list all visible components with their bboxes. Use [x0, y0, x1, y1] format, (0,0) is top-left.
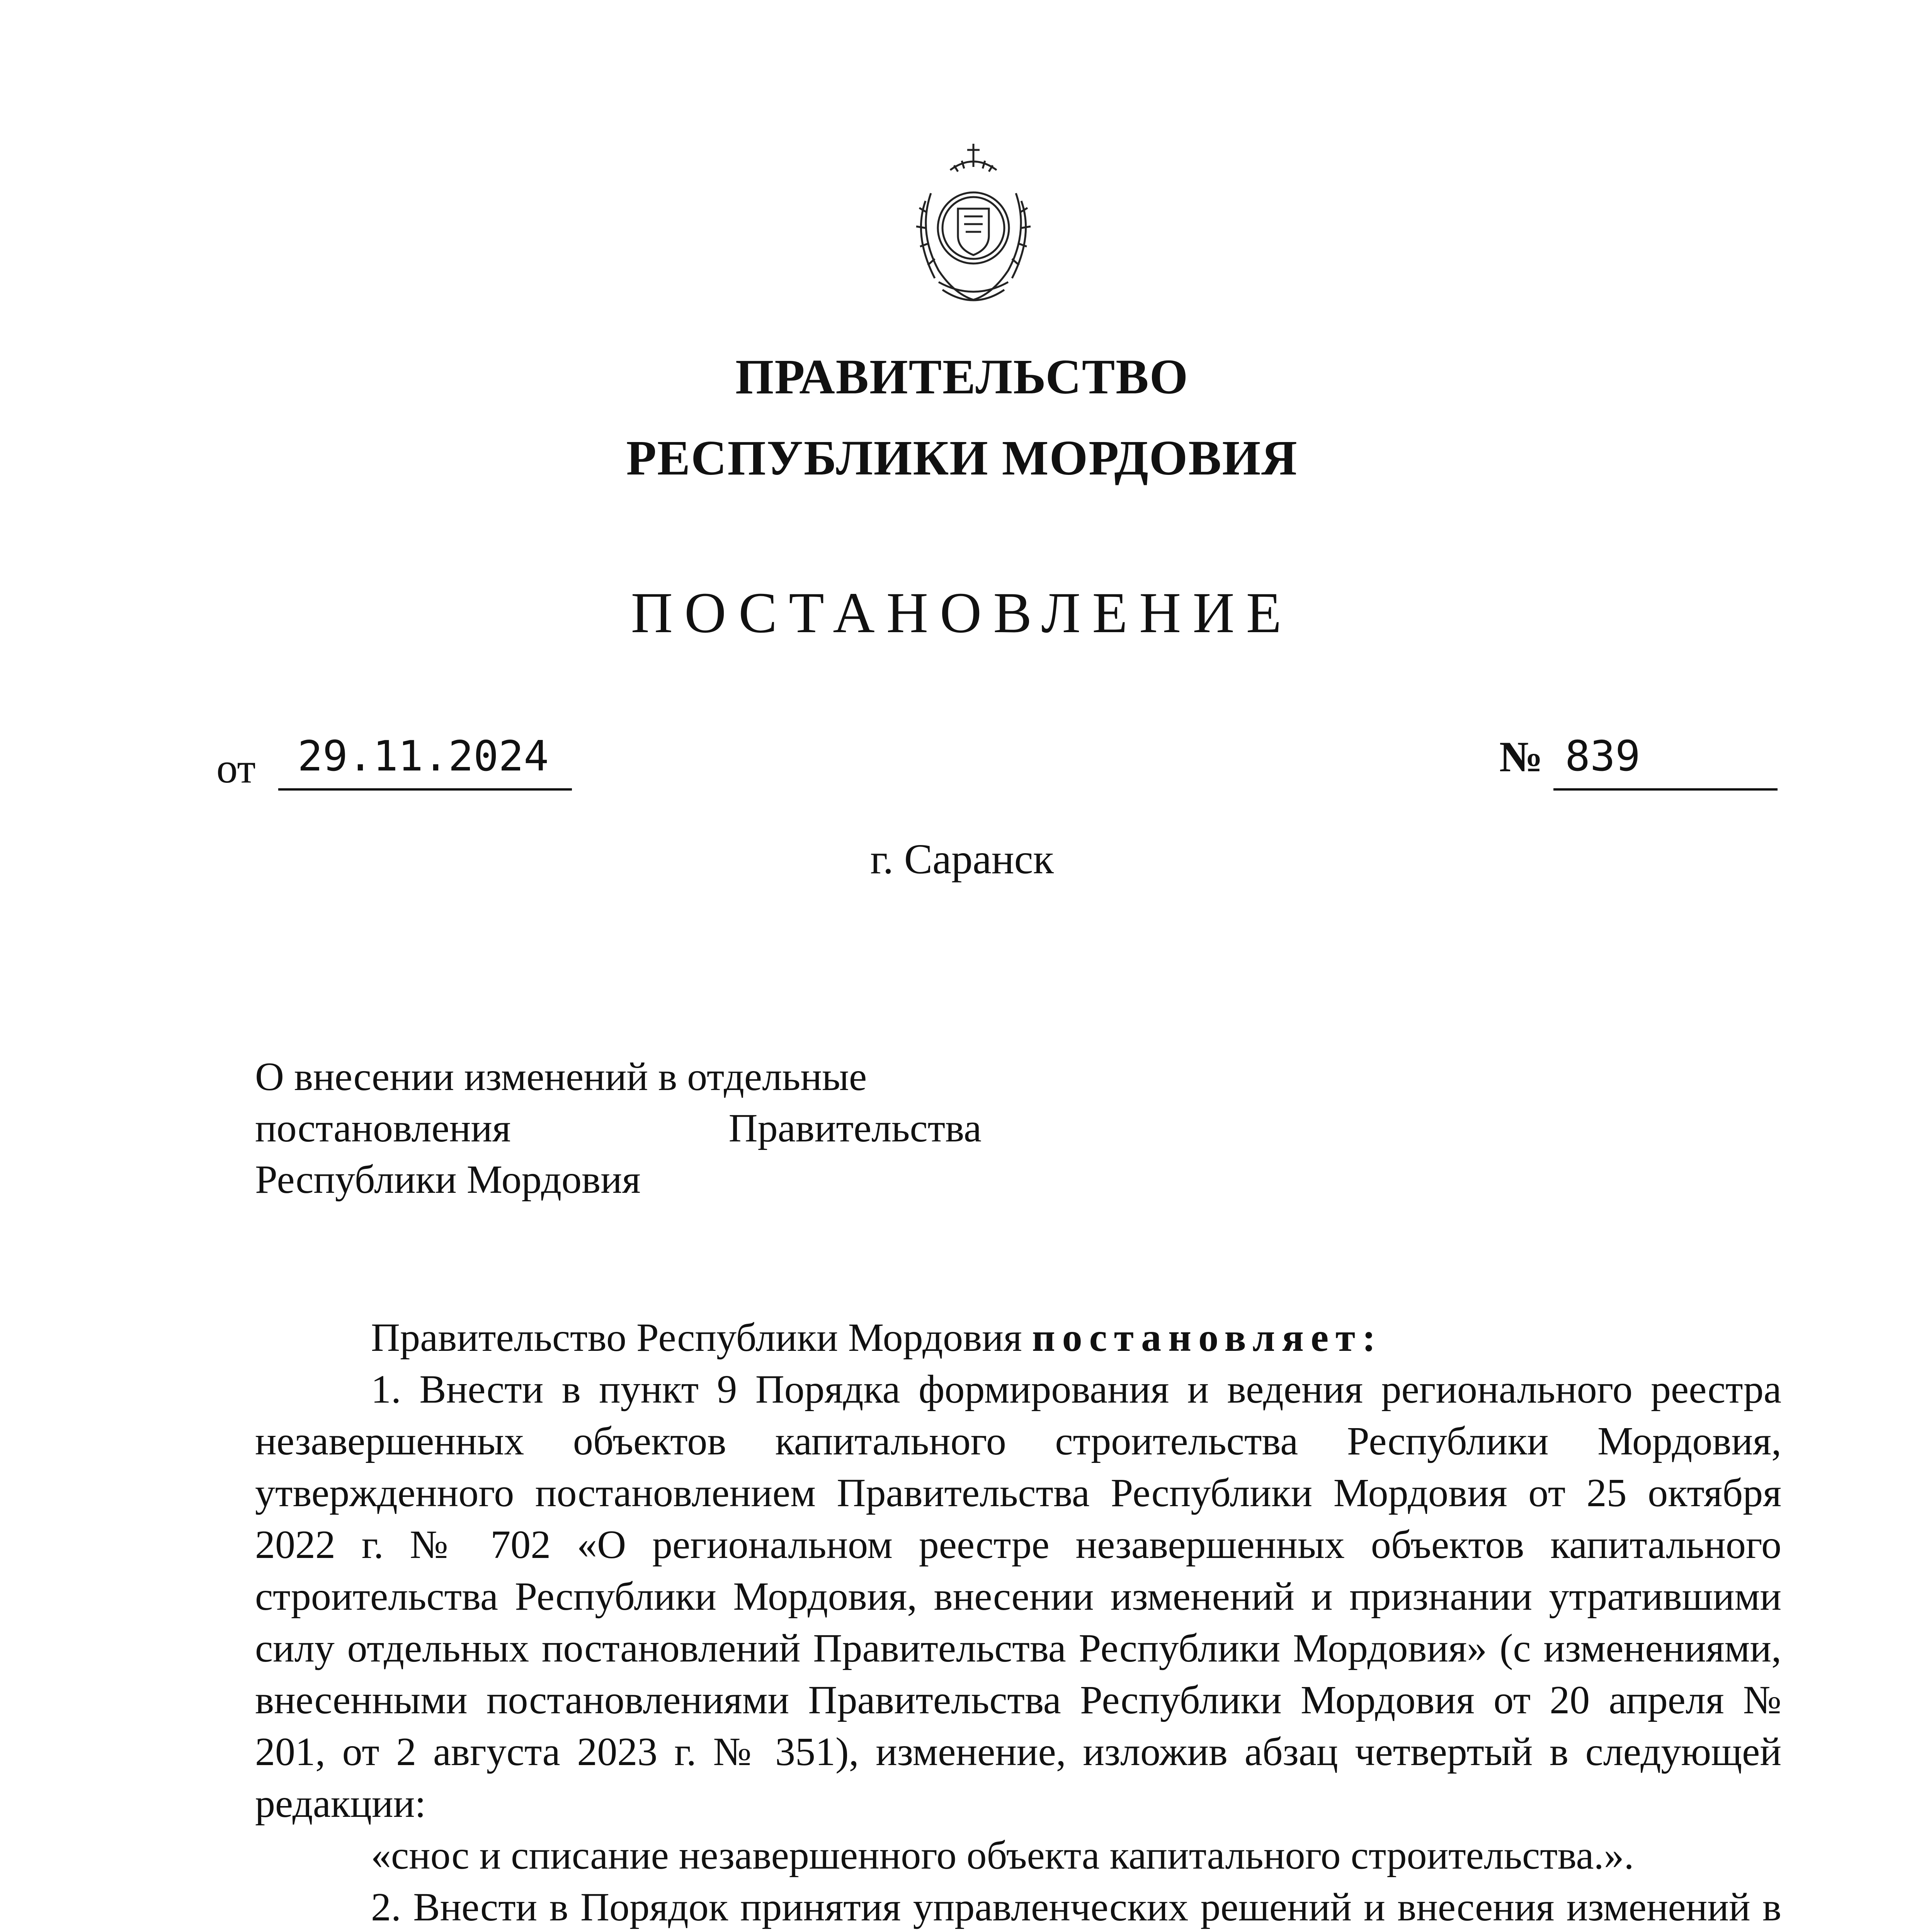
- intro-paragraph: [255, 1312, 1781, 1364]
- coat-of-arms-icon: [896, 139, 1051, 317]
- subject-line-3: Республики Мордовия: [255, 1157, 641, 1202]
- number-value: 839: [1565, 732, 1641, 781]
- subject-line-1: О внесении изменений в отдельные: [255, 1054, 867, 1099]
- org-name-line1: ПРАВИТЕЛЬСТВО: [735, 349, 1189, 404]
- paragraph-1-quote: «снос и списание незавершенного объекта капитального строительства.».: [371, 1833, 1634, 1878]
- date-value: 29.11.2024: [298, 732, 549, 781]
- number-label: №: [1499, 733, 1543, 781]
- subject-line-2: постановления Правительства: [255, 1106, 982, 1150]
- org-name-line2: РЕСПУБЛИКИ МОРДОВИЯ: [626, 430, 1298, 485]
- number-field: [1553, 732, 1778, 791]
- date-label: от: [216, 745, 256, 792]
- document-subject: [255, 1051, 982, 1205]
- paragraph-2: 2. Внести в Порядок принятия управленческих решений и внесения изменений в: [371, 1885, 1781, 1929]
- document-body: [255, 1312, 1781, 1932]
- date-field: [278, 732, 572, 791]
- city-name: г. Саранск: [870, 835, 1054, 883]
- intro-text: Правительство Республики Мордовия: [371, 1315, 1032, 1360]
- intro-emphasis: постановляет:: [1032, 1315, 1383, 1360]
- document-type-title: ПОСТАНОВЛЕНИЕ: [631, 581, 1293, 645]
- paragraph-1: 1. Внести в пункт 9 Порядка формирования и ведения регионального реестра незавершенных объектов капитального строительства Республики Мордовия, утвержденного постановлением Правительства Республики Мордовия от 25 октября 2022 г. № 702 «О региональном реестре незавершенных объектов капитального строительства Республики Мордовия, внесении изменений и признании утратившими силу отдельных постановлений Правительства Республики Мордовия» (с изменениями, внесенными постановлениями Правительства Республики Мордовия от 20 апреля № 201, от 2 августа 2023 г. № 351), изменение, изложив абзац четвертый в следующей редакции:: [255, 1367, 1781, 1826]
